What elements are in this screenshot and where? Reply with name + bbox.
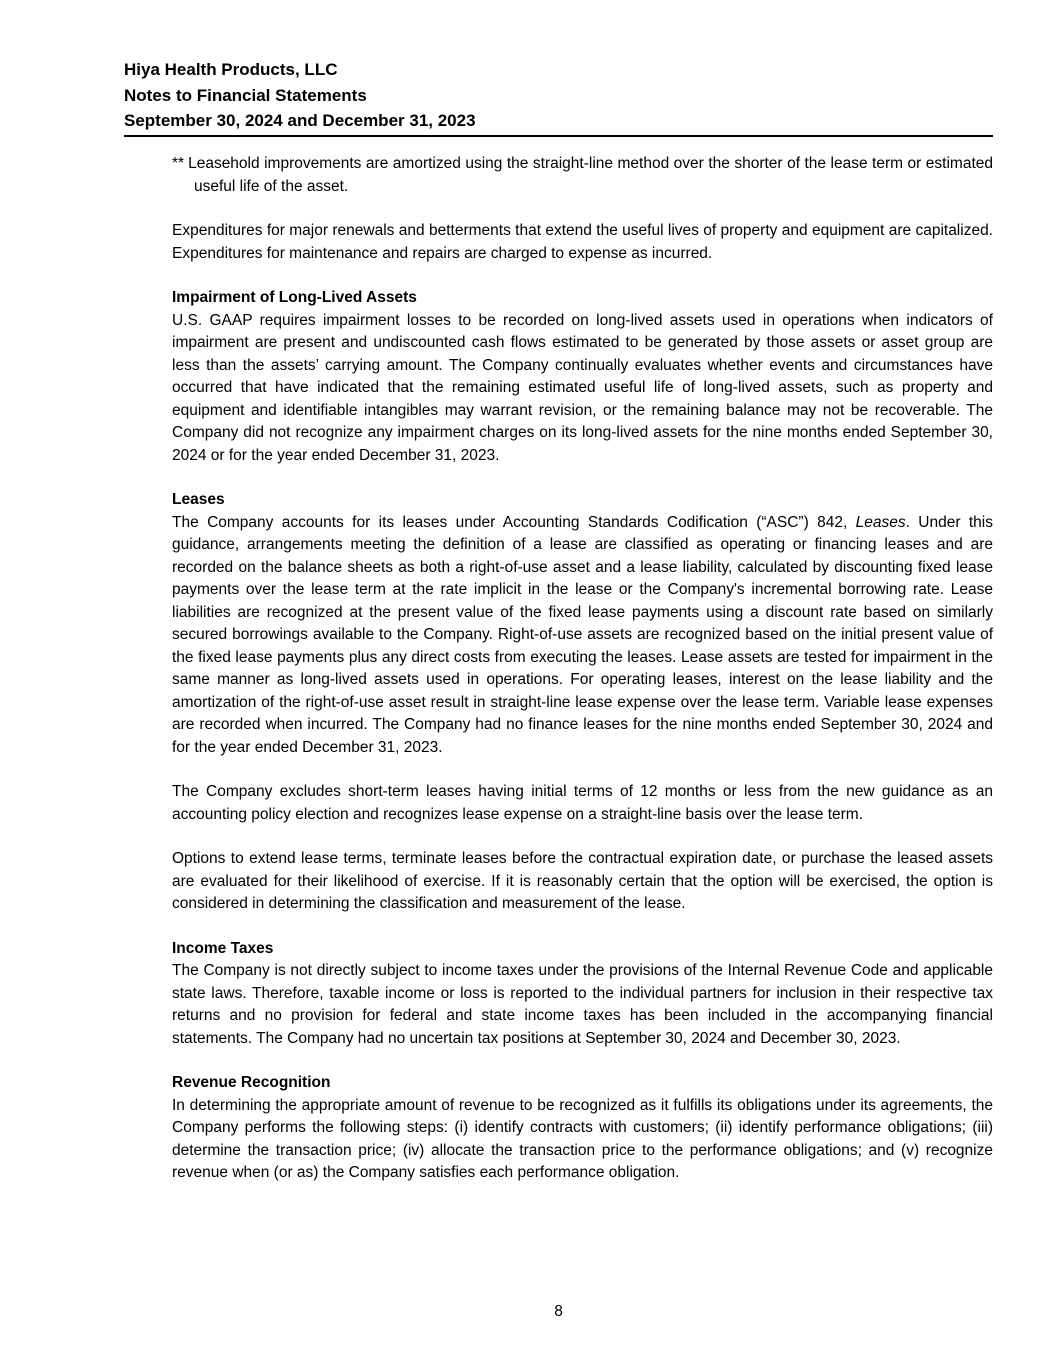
leases-paragraph-asc842 bbox=[172, 512, 993, 760]
revenue-recognition-heading: Revenue Recognition bbox=[172, 1074, 331, 1091]
leases-heading: Leases bbox=[172, 491, 225, 508]
income-taxes-heading: Income Taxes bbox=[172, 939, 274, 957]
page-footer bbox=[124, 1301, 993, 1324]
document-header bbox=[124, 57, 993, 137]
lease-options-paragraph: Options to extend lease terms, terminate leases before the contractual expiration date, or purchase the leased assets are evaluated for their likelihood of exercise. If it is reasonably certain that the option will be exercised, the option is considered in determining the classification and measurement of the lease. bbox=[172, 850, 993, 912]
document-title: Notes to Financial Statements bbox=[124, 85, 367, 105]
footnote-text: Leasehold improvements are amortized using the straight-line method over the shorter of the lease term or estimated useful life of the asset. bbox=[188, 155, 993, 195]
statement-dates: September 30, 2024 and December 31, 2023 bbox=[124, 111, 476, 130]
revenue-recognition-paragraph: In determining the appropriate amount of revenue to be recognized as it fulfills its obligations under its agreements, the Company performs the following steps: (i) identify contracts with customers; (ii) identify performance obligations; (iii) determine the transaction price; (iv) allocate the transaction price to the performance obligations; and (v) recognize revenue when (or as) the Company satisfies each performance obligation. bbox=[172, 1096, 993, 1181]
impairment-heading: Impairment of Long-Lived Assets bbox=[172, 289, 417, 306]
page-number: 8 bbox=[554, 1303, 563, 1320]
leasehold-footnote bbox=[172, 153, 993, 198]
leases-text-rest: . Under this guidance, arrangements meeting the definition of a lease are classified as operating or financing leases and are recorded on the balance sheets as both a right-of-use asset and a lease liability, calculated by discounting fixed lease payments over the lease term at the rate implicit in the lease or the Company's incremental borrowing rate. Lease liabilities are recognized at the present value of the fixed lease payments using a discount rate based on similarly secured borrowings available to the Company. Right-of-use assets are recognized based on the initial present value of the fixed lease payments plus any direct costs from executing the leases. Lease assets are tested for impairment in the same manner as long-lived assets used in operations. For operating leases, interest on the lease liability and the amortization of the right-of-use asset result in straight-line lease expense over the lease term. Variable lease expenses are recorded when incurred. The Company had no finance leases for the nine months ended September 30, 2024 and for the year ended December 31, 2023. bbox=[172, 513, 993, 756]
expenditures-paragraph: Expenditures for major renewals and betterments that extend the useful lives of property and equipment are capitalized. Expenditures for maintenance and repairs are charged to expense as incurred. bbox=[172, 222, 993, 262]
impairment-paragraph: U.S. GAAP requires impairment losses to be recorded on long-lived assets used in operations when indicators of impairment are present and undiscounted cash flows estimated to be generated by those assets or asset group are less than the assets’ carrying amount. The Company continually evaluates whether events and circumstances have occurred that have indicated that the remaining estimated useful life of long-lived assets, such as property and equipment and identifiable intangibles may warrant revision, or the remaining balance may not be recoverable. The Company did not recognize any impairment charges on its long-lived assets for the nine months ended September 30, 2024 or for the year ended December 31, 2023. bbox=[172, 311, 993, 464]
document-body bbox=[172, 153, 993, 1185]
leases-text-lead: The Company accounts for its leases under Accounting Standards Codification (“ASC”) 842, bbox=[172, 513, 856, 531]
income-taxes-paragraph: The Company is not directly subject to income taxes under the provisions of the Internal Revenue Code and applicable state laws. Therefore, taxable income or loss is reported to the individual partners for inclusion in their respective tax returns and no provision for federal and state income taxes has been included in the accompanying financial statements. The Company had no uncertain tax positions at September 30, 2024 and December 30, 2023. bbox=[172, 962, 993, 1047]
company-name: Hiya Health Products, LLC bbox=[124, 60, 338, 79]
footnote-marker: ** bbox=[172, 155, 185, 172]
leases-italic-term: Leases bbox=[855, 513, 906, 531]
short-term-leases-paragraph: The Company excludes short-term leases having initial terms of 12 months or less from the new guidance as an accounting policy election and recognizes lease expense on a straight-line basis over the lease term. bbox=[172, 783, 993, 823]
